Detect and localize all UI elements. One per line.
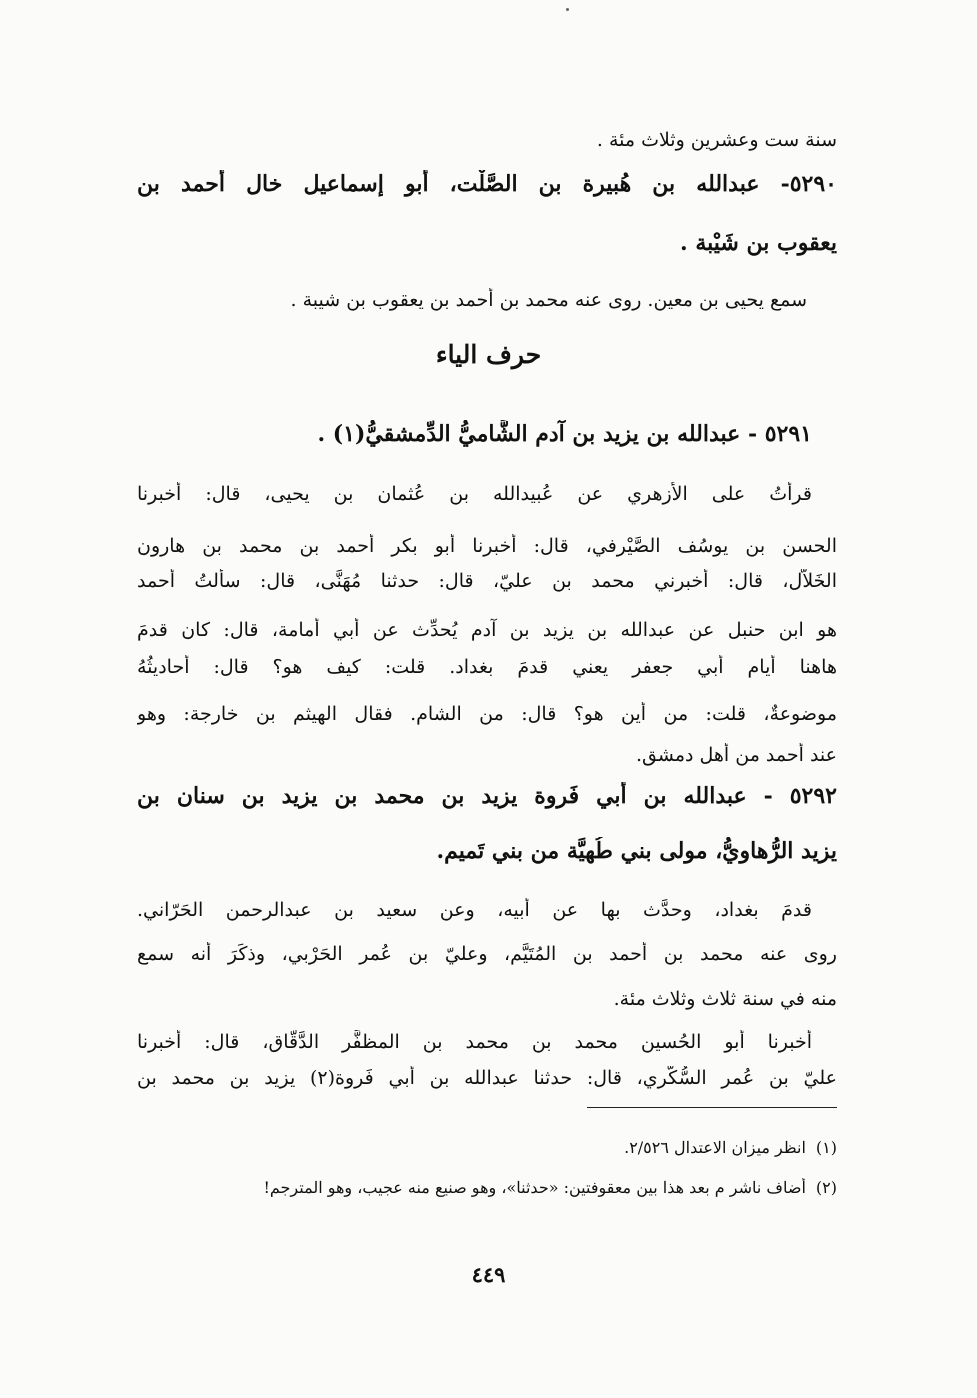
footnote-rule: [587, 1107, 837, 1108]
footnote-2: [137, 1178, 837, 1199]
text-line: عليّ بن عُمر السُّكَّري، قال: حدثنا عبدالله بن أبي فَروة(٢) يزيد بن محمد بن: [137, 1067, 837, 1089]
page-number: ٤٤٩: [471, 1262, 506, 1287]
entry-5292-title: ٥٢٩٢ - عبدالله بن أبي فَروة يزيد بن محمد بن يزيد بن سنان بن: [137, 783, 837, 809]
text-line: منه في سنة ثلاث وثلاث مئة.: [613, 988, 837, 1010]
text-line: الحسن بن يوسُف الصَّيْرفي، قال: أخبرنا أبو بكر أحمد بن محمد بن هارون: [137, 535, 837, 557]
text-line: هو ابن حنبل عن عبدالله بن يزيد بن آدم يُحدِّث عن أبي أمامة، قال: كان قدمَ: [137, 619, 837, 641]
text-line: قدمَ بغداد، وحدَّث بها عن أبيه، وعن سعيد بن عبدالرحمن الحَرّاني.: [137, 899, 812, 921]
speck: [566, 8, 569, 11]
entry-5291-title: ٥٢٩١ - عبدالله بن يزيد بن آدم الشَّاميُّ الدِّمشقيُّ(١) .: [317, 421, 812, 447]
footnote-text: أضاف ناشر م بعد هذا بين معقوفتين: «حدثنا»، وهو صنيع منه عجيب، وهو المترجم!: [263, 1178, 806, 1197]
text-line: الخَلاَّل، قال: أخبرني محمد بن عليّ، قال: حدثنا مُهَنَّى، قال: سألتُ أحمد: [137, 570, 837, 592]
footnote-number: (١): [815, 1138, 837, 1157]
text-line: سمع يحيى بن معين. روى عنه محمد بن أحمد بن يعقوب بن شيبة .: [290, 289, 807, 311]
footnote-text: انظر ميزان الاعتدال ٢/٥٢٦.: [624, 1138, 806, 1157]
footnote-1: [137, 1138, 837, 1159]
entry-5292-title-cont: يزيد الرُّهاويُّ، مولى بني طُهيَّة من بني تَميم.: [436, 838, 837, 864]
text-line: عند أحمد من أهل دمشق.: [636, 744, 837, 766]
text-line: أخبرنا أبو الحُسين محمد بن محمد بن المظفَّر الدَّقّاق، قال: أخبرنا: [137, 1031, 812, 1053]
entry-5290-title-cont: يعقوب بن شَيْبة .: [680, 230, 837, 256]
section-heading: حرف الياء: [435, 340, 542, 369]
text-line: موضوعةٌ، قلت: من أين هو؟ قال: من الشام. فقال الهيثم بن خارجة: وهو: [137, 703, 837, 725]
entry-5290-title: ٥٢٩٠- عبدالله بن هُبيرة بن الصَّلْت، أبو إسماعيل خال أحمد بن: [137, 171, 837, 197]
footnote-number: (٢): [815, 1178, 837, 1197]
text-line: روى عنه محمد بن أحمد بن المُتَيَّم، وعليّ بن عُمر الحَرْبي، وذكَرَ أنه سمع: [137, 943, 837, 965]
text-line: سنة ست وعشرين وثلاث مئة .: [596, 129, 837, 151]
text-line: قرأتُ على الأزهري عن عُبيدالله بن عُثمان بن يحيى، قال: أخبرنا: [137, 483, 812, 505]
text-line: هاهنا أيام أبي جعفر يعني قدمَ بغداد. قلت: كيف هو؟ قال: أحاديثُهُ: [137, 656, 837, 678]
